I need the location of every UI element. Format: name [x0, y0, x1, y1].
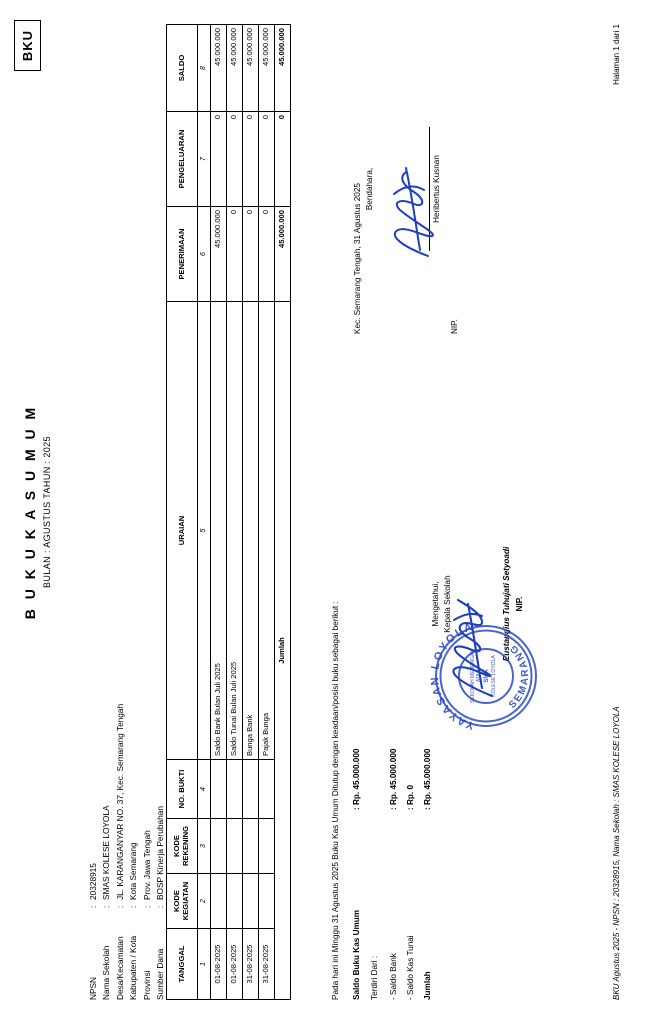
table-row [211, 25, 227, 1000]
cell-kode-rekening [259, 819, 275, 874]
column-header-kode-rekening [167, 819, 198, 874]
svg-text:ATAS: ATAS [476, 669, 482, 683]
signature-block-bendahara [352, 44, 461, 334]
total-pengeluaran: 0 [275, 112, 291, 207]
column-number: 3 [198, 819, 211, 874]
column-number: 6 [198, 207, 211, 302]
cell-tanggal: 01-08-2025 [211, 929, 227, 1000]
identity-row [140, 704, 153, 1000]
column-number: 5 [198, 302, 211, 760]
identity-label: Kabupaten / Kota [128, 935, 139, 1000]
signature-nip: NIP. [514, 596, 524, 612]
cell-pengeluaran: 0 [243, 112, 259, 207]
signature-space [455, 484, 501, 724]
cell-uraian: Saldo Tunai Bulan Juli 2025 [227, 302, 243, 760]
signature-nip: NIP. [449, 319, 459, 334]
saldo-bku-label: Saldo Buku Kas Umum [351, 909, 361, 1000]
cell-no-bukti [243, 760, 259, 819]
cell-kode-rekening [211, 819, 227, 874]
header-line-1: KODE [172, 835, 182, 857]
identity-label: Provinsi [141, 970, 152, 1000]
cell-kode-kegiatan [259, 874, 275, 929]
svg-text:KOLESE LOYOLA: KOLESE LOYOLA [491, 655, 497, 697]
cell-pengeluaran: 0 [227, 112, 243, 207]
cell-saldo: 45.000.000 [243, 25, 259, 112]
cell-uraian: Bunga Bank [243, 302, 259, 760]
identity-row [99, 704, 112, 1000]
svg-text:YAYASAN LOYOLA: YAYASAN LOYOLA [428, 620, 476, 732]
saldo-bku-value: : Rp. 45.000.000 [351, 748, 361, 810]
saldo-bank-label: - Saldo Bank [389, 953, 399, 1000]
closing-notes [330, 560, 434, 1000]
table-column-number-row [198, 25, 211, 1000]
signature-role: Bendahara, [365, 167, 375, 211]
table-header-row [167, 25, 198, 1000]
cell-kode-rekening [227, 819, 243, 874]
signature-name: Eustangius Tuhujati Setyoadi [501, 546, 511, 662]
bku-badge: BKU [14, 20, 41, 71]
saldo-bku-row [351, 560, 364, 1000]
signature-place-date: Kec. Semarang Tengah, 31 Agustus 2025 [353, 183, 362, 334]
ledger-table [166, 24, 291, 1000]
identity-row [86, 704, 99, 1000]
cell-kode-kegiatan [243, 874, 259, 929]
cell-tanggal: 01-08-2025 [227, 929, 243, 1000]
jumlah-value: : Rp. 45.000.000 [422, 748, 432, 810]
cell-penerimaan: 0 [227, 207, 243, 302]
cell-no-bukti [259, 760, 275, 819]
jumlah-label: Jumlah [422, 971, 432, 1000]
identity-label: Nama Sekolah [101, 945, 112, 1000]
column-header-no-bukti: NO. BUKTI [167, 760, 198, 819]
table-total-row [275, 25, 291, 1000]
column-number: 8 [198, 25, 211, 112]
saldo-bank-row [388, 560, 401, 1000]
cell-no-bukti [211, 760, 227, 819]
table-row [259, 25, 275, 1000]
total-penerimaan: 45.000.000 [275, 207, 291, 302]
title-block [22, 0, 52, 1024]
saldo-tunai-row [405, 560, 418, 1000]
identity-separator: : [141, 905, 152, 908]
table-row [227, 25, 243, 1000]
svg-text:SEKOLAH MENENGAH: SEKOLAH MENENGAH [470, 649, 476, 703]
cell-penerimaan: 45.000.000 [211, 207, 227, 302]
saldo-bank-value: : Rp. 45.000.000 [389, 748, 399, 810]
total-label: Jumlah [275, 302, 291, 1000]
signature-space [377, 44, 429, 334]
cell-penerimaan: 0 [243, 207, 259, 302]
column-number: 7 [198, 112, 211, 207]
identity-value: SMAS KOLESE LOYOLA [101, 805, 112, 900]
footer-left-text: BKU Agustus 2025 - NPSN : 20328915, Nama Sekolah : SMAS KOLESE LOYOLA [612, 706, 621, 1000]
cell-kode-rekening [243, 819, 259, 874]
cell-pengeluaran: 0 [259, 112, 275, 207]
cell-uraian: Saldo Bank Bulan Juli 2025 [211, 302, 227, 760]
column-number: 2 [198, 874, 211, 929]
footer-page-number: Halaman 1 dari 1 [612, 24, 621, 85]
header-line-2: REKENING [181, 825, 190, 867]
identity-label: Desa/Kecamatan [114, 936, 125, 1000]
total-saldo: 45.000.000 [275, 25, 291, 112]
identity-value: 20328915 [87, 863, 98, 900]
cell-saldo: 45.000.000 [259, 25, 275, 112]
identity-separator: : [114, 905, 125, 908]
svg-text:SEMARANG: SEMARANG [506, 641, 532, 711]
saldo-tunai-value: : Rp. 0 [405, 784, 415, 810]
identity-separator: : [101, 905, 112, 908]
cell-kode-kegiatan [211, 874, 227, 929]
header-line-2: KEGIATAN [181, 881, 190, 921]
column-number: 1 [198, 929, 211, 1000]
identity-table [86, 704, 167, 1000]
identity-row [126, 704, 139, 1000]
column-header-uraian: URAIAN [167, 302, 198, 760]
cell-uraian: Pajak Bunga [259, 302, 275, 760]
column-header-saldo: SALDO [167, 25, 198, 112]
identity-separator: : [128, 905, 139, 908]
cell-tanggal: 31-08-2025 [259, 929, 275, 1000]
closing-intro: Pada hari ini Minggu 31 Agustus 2025 Buku Kas Umum Ditutup dengan keadaan/posisi buku sebagai berikut : [331, 601, 340, 1000]
identity-value: Prov. Jawa Tengah [141, 830, 152, 900]
svg-text:SMA: SMA [484, 669, 490, 683]
identity-separator: : [155, 905, 166, 908]
identity-row [113, 704, 126, 1000]
identity-label: NPSN [87, 976, 98, 1000]
cell-kode-kegiatan [227, 874, 243, 929]
page-title: B U K U K A S U M U M [22, 404, 38, 620]
signature-name: Heribertus Kusnan [429, 127, 443, 251]
table-row [243, 25, 259, 1000]
identity-label: Sumber Dana [155, 948, 166, 1000]
identity-value: BOSP Kinerja Perubahan [155, 806, 166, 900]
signature-role-line-1: Mengetahui, [431, 581, 440, 627]
cell-no-bukti [227, 760, 243, 819]
identity-row [153, 704, 166, 1000]
column-number: 4 [198, 760, 211, 819]
cell-saldo: 45.000.000 [227, 25, 243, 112]
identity-value: Kota Semarang [128, 842, 139, 900]
column-header-penerimaan: PENERIMAAN [167, 207, 198, 302]
saldo-tunai-label: - Saldo Kas Tunai [405, 935, 415, 1000]
header-line-1: KODE [172, 890, 182, 912]
cell-pengeluaran: 0 [211, 112, 227, 207]
column-header-pengeluaran: PENGELUARAN [167, 112, 198, 207]
cell-penerimaan: 0 [259, 207, 275, 302]
column-header-kode-kegiatan [167, 874, 198, 929]
cell-tanggal: 31-08-2025 [243, 929, 259, 1000]
terdiri-dari-label: Terdiri Dari : [370, 955, 380, 1000]
column-header-tanggal: TANGGAL [167, 929, 198, 1000]
signature-block-kepala-sekolah [430, 484, 526, 724]
page-subtitle: BULAN : AGUSTUS TAHUN : 2025 [42, 436, 52, 588]
signature-role-line-2: Kepala Sekolah [443, 575, 453, 633]
identity-value: JL. KARANGANYAR NO. 37, Kec. Semarang Tengah [114, 703, 125, 900]
identity-separator: : [87, 905, 98, 908]
cell-saldo: 45.000.000 [211, 25, 227, 112]
